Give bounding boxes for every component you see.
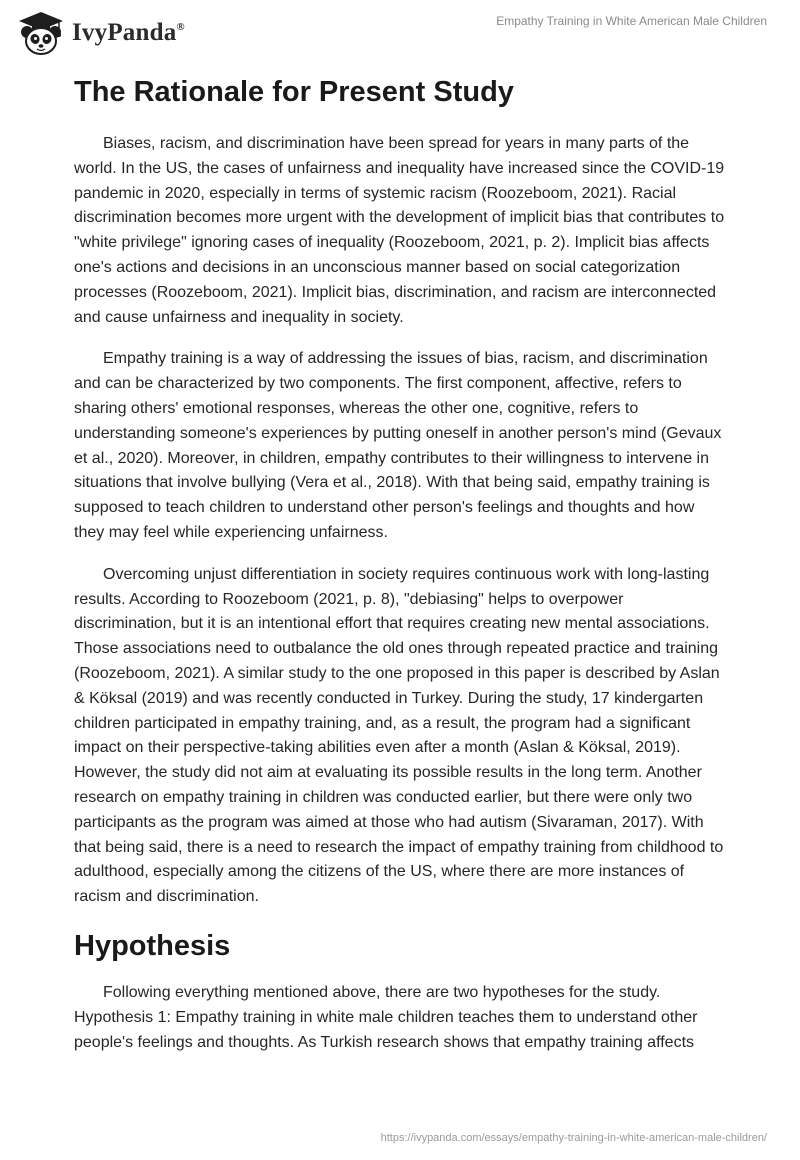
page-header — [0, 0, 800, 60]
section-heading-rationale: The Rationale for Present Study — [74, 76, 514, 108]
running-title: Empathy Training in White American Male Children — [496, 14, 767, 28]
paragraph: Overcoming unjust differentiation in society requires continuous work with long-lasting results. According to Roozeboom (2021, p. 8), "debiasing" helps to overpower discrimination, but it is an intentional effort that requires creating new mental associations. Those associations need to outbalance the old ones through repeated practice and training (Roozeboom, 2021). A similar study to the one proposed in this paper is described by Aslan & Köksal (2019) and was recently conducted in Turkey. During the study, 17 kindergarten children participated in empathy training, and, as a result, the program had a significant impact on their perspective-taking abilities even after a month (Aslan & Köksal, 2019). However, the study did not aim at evaluating its possible results in the long term. Another research on empathy training in children was conducted earlier, but there were only two participants as the program was aimed at those who had autism (Sivaraman, 2017). With that being said, there is a need to research the impact of empathy training from childhood to adulthood, especially among the citizens of the US, where there are more instances of racism and discrimination. — [74, 565, 724, 906]
brand-name — [72, 19, 185, 47]
paragraph: Following everything mentioned above, there are two hypotheses for the study. Hypothesis 1: Empathy training in white male children teaches them to understand other people's feelings and thoughts. As Turkish research shows that empathy training affects — [74, 983, 698, 1051]
paragraph: Empathy training is a way of addressing the issues of bias, racism, and discrimination and can be characterized by two components. The first component, affective, refers to sharing others' emotional responses, whereas the other one, cognitive, refers to understanding someone's experiences by putting oneself in another person's mind (Gevaux et al., 2020). Moreover, in children, empathy contributes to their willingness to intervene in situations that involve bullying (Vera et al., 2018). With that being said, empathy training is supposed to teach children to understand other person's feelings and thoughts and how they may feel while experiencing unfairness. — [74, 350, 722, 541]
registered-mark: ® — [176, 21, 185, 33]
document-body — [74, 70, 726, 1055]
panda-graduate-icon — [16, 10, 66, 56]
brand-text: IvyPanda — [72, 19, 177, 46]
paragraph: Biases, racism, and discrimination have been spread for years in many parts of the world. In the US, the cases of unfairness and inequality have increased since the COVID-19 pandemic in 2020, especially in terms of systemic racism (Roozeboom, 2021). Racial discrimination becomes more urgent with the development of implicit bias that contributes to "white privilege" ignoring cases of inequality (Roozeboom, 2021, p. 2). Implicit bias affects one's actions and decisions in an unconscious manner based on social categorization processes (Roozeboom, 2021). Implicit bias, discrimination, and racism are interconnected and cause unfairness and inequality in society. — [74, 135, 725, 326]
source-url[interactable]: https://ivypanda.com/essays/empathy-training-in-white-american-male-children/ — [380, 1132, 767, 1144]
brand-logo[interactable] — [16, 10, 185, 56]
section-heading-hypothesis: Hypothesis — [74, 929, 231, 962]
